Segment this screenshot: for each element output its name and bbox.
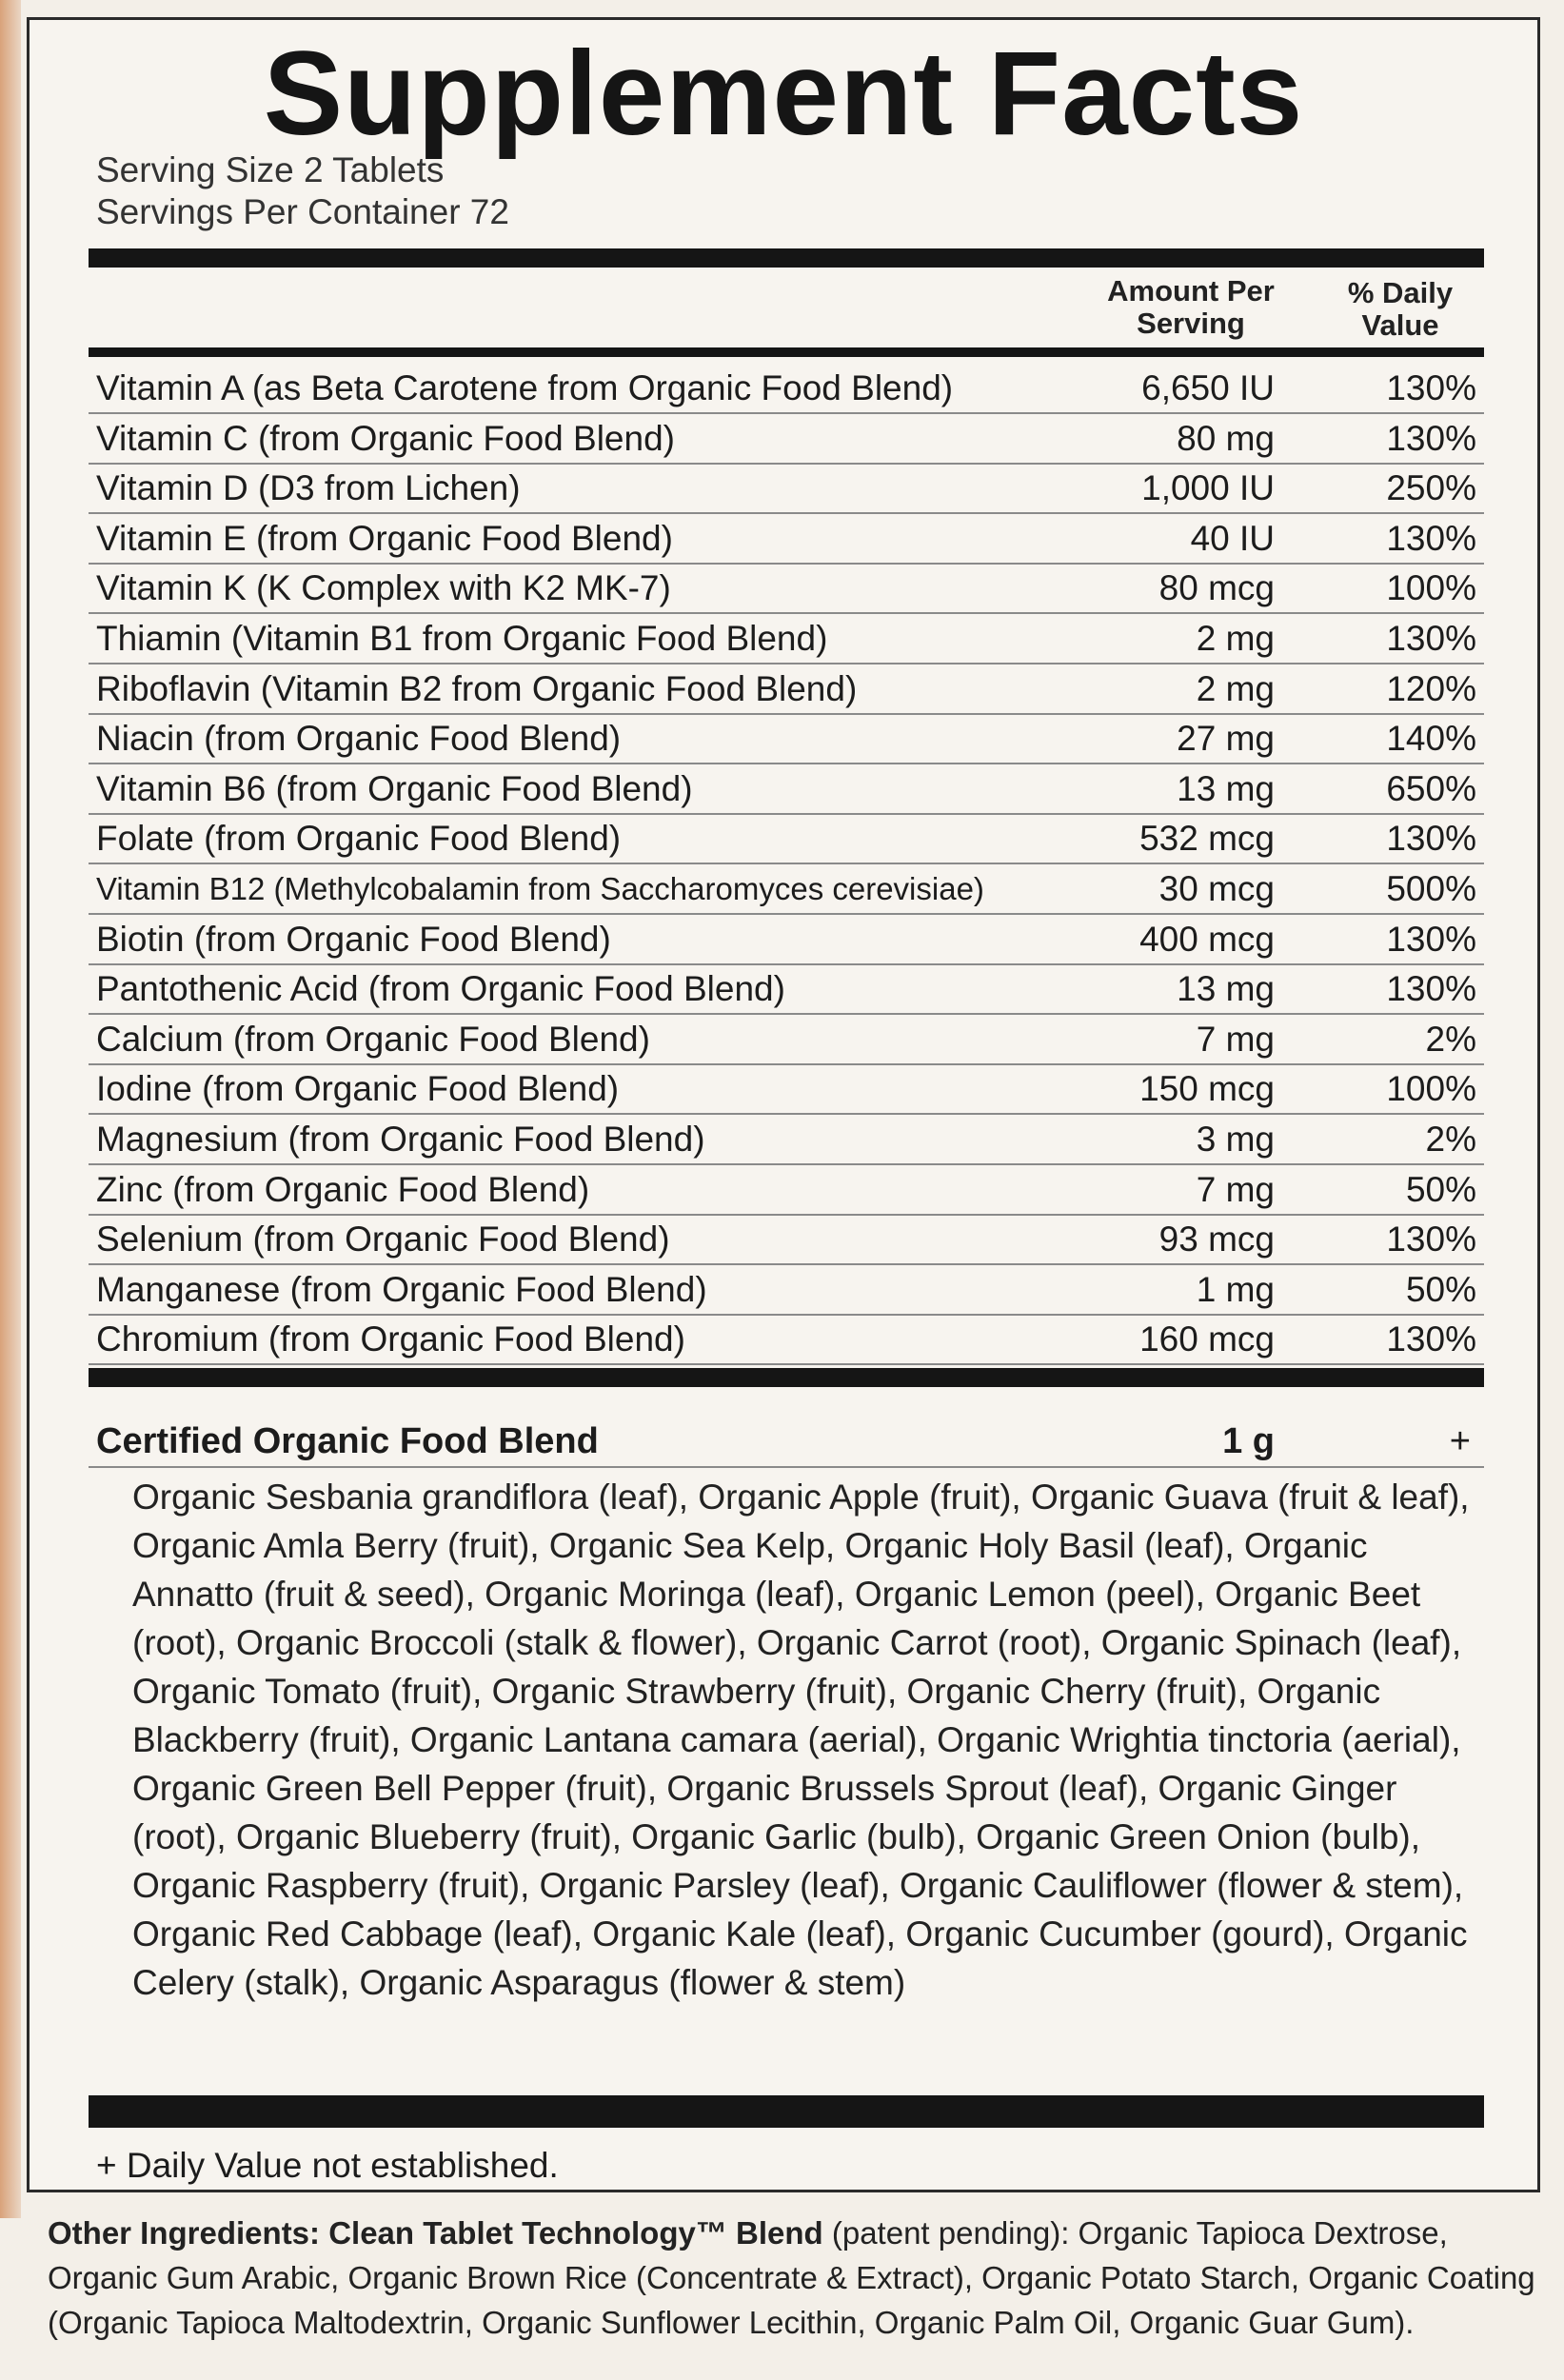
nutrient-row [89, 965, 1484, 1015]
nutrient-name: Vitamin K (K Complex with K2 MK-7) [96, 568, 671, 608]
thick-divider-top [89, 248, 1484, 268]
nutrient-row [89, 515, 1484, 565]
nutrient-daily-value: 130% [1386, 919, 1476, 959]
nutrient-name: Vitamin C (from Organic Food Blend) [96, 418, 675, 458]
nutrient-row [89, 565, 1484, 614]
nutrient-name: Vitamin B12 (Methylcobalamin from Saccharomyces cerevisiae) [96, 871, 984, 906]
nutrient-daily-value: 650% [1386, 768, 1476, 808]
package-edge [0, 0, 21, 2218]
nutrient-daily-value: 2% [1425, 1120, 1476, 1159]
nutrient-row [89, 665, 1484, 715]
servings-per-container: Servings Per Container 72 [96, 192, 509, 231]
blend-amount: 1 g [1222, 1421, 1275, 1461]
nutrient-name: Vitamin D (D3 from Lichen) [96, 468, 521, 508]
nutrient-daily-value: 50% [1405, 1269, 1476, 1309]
nutrient-row [89, 815, 1484, 864]
header-divider [89, 347, 1484, 357]
blend-daily-value: + [1449, 1421, 1471, 1461]
nutrient-name: Vitamin B6 (from Organic Food Blend) [96, 768, 693, 808]
nutrient-daily-value: 120% [1386, 668, 1476, 708]
nutrient-amount: 30 mcg [1158, 869, 1275, 908]
footnote: + Daily Value not established. [96, 2146, 559, 2185]
nutrient-row [89, 1316, 1484, 1365]
nutrient-amount: 80 mcg [1158, 568, 1275, 608]
nutrient-name: Riboflavin (Vitamin B2 from Organic Food Blend) [96, 668, 858, 708]
nutrient-daily-value: 100% [1386, 568, 1476, 608]
nutrient-name: Chromium (from Organic Food Blend) [96, 1319, 685, 1359]
nutrient-row [89, 1016, 1484, 1065]
blend-row [89, 1415, 1484, 1468]
nutrient-amount: 93 mcg [1158, 1220, 1275, 1259]
nutrient-name: Pantothenic Acid (from Organic Food Blend) [96, 969, 785, 1009]
nutrient-daily-value: 130% [1386, 518, 1476, 558]
panel-title: Supplement Facts [263, 28, 1304, 160]
nutrient-name: Magnesium (from Organic Food Blend) [96, 1120, 705, 1159]
nutrient-row [89, 916, 1484, 965]
nutrient-amount: 40 IU [1190, 518, 1275, 558]
nutrient-daily-value: 50% [1405, 1169, 1476, 1209]
nutrient-daily-value: 100% [1386, 1069, 1476, 1109]
nutrient-daily-value: 130% [1386, 1319, 1476, 1359]
nutrient-amount: 13 mg [1177, 768, 1275, 808]
nutrient-amount: 1,000 IU [1141, 468, 1275, 508]
supplement-facts-panel [27, 17, 1540, 2192]
nutrient-amount: 400 mcg [1139, 919, 1275, 959]
nutrient-amount: 6,650 IU [1141, 368, 1275, 407]
nutrient-amount: 80 mg [1177, 418, 1275, 458]
nutrient-daily-value: 130% [1386, 1220, 1476, 1259]
nutrient-row [89, 415, 1484, 465]
nutrient-amount: 7 mg [1196, 1169, 1275, 1209]
other-ingredients-text: (patent pending): Organic Tapioca Dextrose, Organic Gum Arabic, Organic Brown Rice (Concentrate & Extract), Organic Potato Starch, Organic Coating (Organic Tapioca Maltodextrin, Organic Sunflower Lecithin, Organic Palm Oil, Organic Guar Gum). [48, 2215, 1535, 2340]
thick-divider-bottom [89, 2095, 1484, 2128]
nutrient-row [89, 365, 1484, 414]
nutrient-amount: 2 mg [1196, 668, 1275, 708]
nutrient-amount: 150 mcg [1139, 1069, 1275, 1109]
nutrient-row [89, 765, 1484, 815]
nutrient-amount: 7 mg [1196, 1019, 1275, 1059]
nutrient-name: Iodine (from Organic Food Blend) [96, 1069, 620, 1109]
nutrient-daily-value: 130% [1386, 619, 1476, 658]
serving-size: Serving Size 2 Tablets [96, 150, 445, 189]
nutrient-daily-value: 130% [1386, 368, 1476, 407]
nutrient-name: Folate (from Organic Food Blend) [96, 819, 622, 859]
nutrient-name: Zinc (from Organic Food Blend) [96, 1169, 590, 1209]
nutrient-row [89, 1216, 1484, 1265]
nutrient-amount: 1 mg [1196, 1269, 1275, 1309]
other-ingredients [48, 2211, 1542, 2345]
nutrient-name: Vitamin A (as Beta Carotene from Organic Food Blend) [96, 368, 954, 407]
nutrient-row [89, 715, 1484, 764]
nutrient-name: Vitamin E (from Organic Food Blend) [96, 518, 673, 558]
nutrient-row [89, 1266, 1484, 1316]
nutrient-amount: 27 mg [1177, 719, 1275, 759]
nutrient-row [89, 1166, 1484, 1216]
other-ingredients-label: Other Ingredients: Clean Tablet Technology™ Blend [48, 2215, 823, 2251]
nutrient-row [89, 465, 1484, 514]
nutrient-daily-value: 130% [1386, 969, 1476, 1009]
nutrient-daily-value: 250% [1386, 468, 1476, 508]
nutrient-daily-value: 140% [1386, 719, 1476, 759]
nutrient-row [89, 615, 1484, 664]
nutrient-name: Manganese (from Organic Food Blend) [96, 1269, 707, 1309]
nutrient-row [89, 1116, 1484, 1165]
nutrient-name: Niacin (from Organic Food Blend) [96, 719, 622, 759]
blend-ingredients: Organic Sesbania grandiflora (leaf), Organic Apple (fruit), Organic Guava (fruit & leaf), Organic Amla Berry (fruit), Organic Sea Kelp, Organic Holy Basil (leaf), Organic Annatto (fruit & seed), Organic Moringa (leaf), Organic Lemon (peel), Organic Beet (root), Organic Broccoli (stalk & flower), Organic Carrot (root), Organic Spinach (leaf), Organic Tomato (fruit), Organic Strawberry (fruit), Organic Cherry (fruit), Organic Blackberry (fruit), Organic Lantana camara (aerial), Organic Wrightia tinctoria (aerial), Organic Green Bell Pepper (fruit), Organic Brussels Sprout (leaf), Organic Ginger (root), Organic Blueberry (fruit), Organic Garlic (bulb), Organic Green Onion (bulb), Organic Raspberry (fruit), Organic Parsley (leaf), Organic Cauliflower (flower & stem), Organic Red Cabbage (leaf), Organic Kale (leaf), Organic Cucumber (gourd), Organic Celery (stalk), Organic Asparagus (flower & stem) [132, 1478, 1470, 2002]
nutrient-amount: 13 mg [1177, 969, 1275, 1009]
blend-name: Certified Organic Food Blend [96, 1421, 599, 1461]
nutrient-name: Calcium (from Organic Food Blend) [96, 1019, 650, 1059]
nutrient-daily-value: 130% [1386, 418, 1476, 458]
nutrient-amount: 3 mg [1196, 1120, 1275, 1159]
thick-divider-blend [89, 1368, 1484, 1387]
nutrient-daily-value: 2% [1425, 1019, 1476, 1059]
nutrient-daily-value: 500% [1386, 869, 1476, 908]
nutrient-daily-value: 130% [1386, 819, 1476, 859]
nutrient-amount: 2 mg [1196, 619, 1275, 658]
nutrient-row [89, 865, 1484, 915]
nutrient-name: Thiamin (Vitamin B1 from Organic Food Blend) [96, 619, 828, 658]
nutrient-amount: 532 mcg [1139, 819, 1275, 859]
amount-per-serving-header: Amount Per Serving [1107, 274, 1275, 340]
nutrient-name: Biotin (from Organic Food Blend) [96, 919, 611, 959]
nutrient-name: Selenium (from Organic Food Blend) [96, 1220, 670, 1259]
nutrient-amount: 160 mcg [1139, 1319, 1275, 1359]
nutrient-row [89, 1065, 1484, 1115]
daily-value-header: % Daily Value [1347, 276, 1454, 342]
